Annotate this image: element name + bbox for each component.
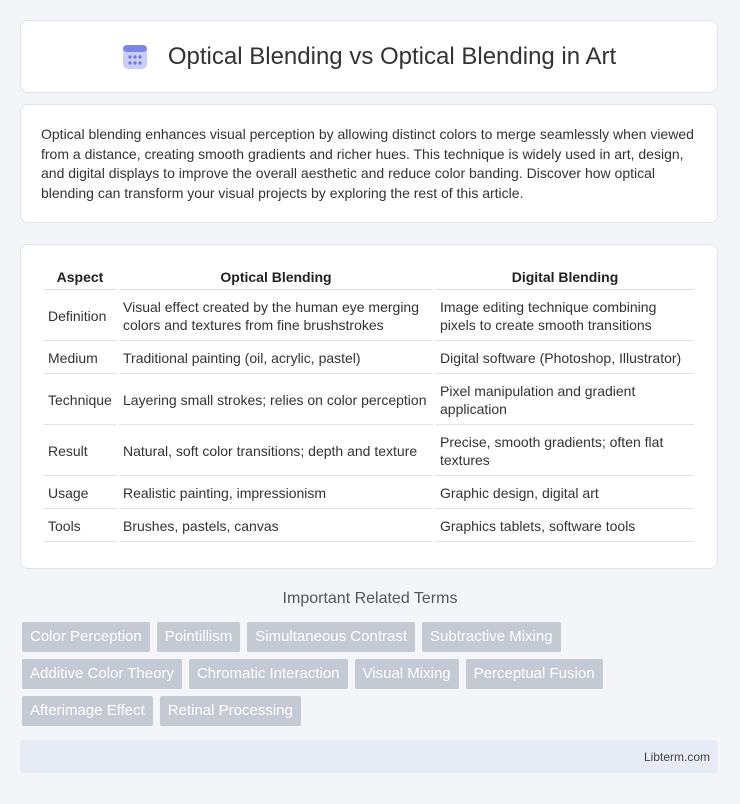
tag-simultaneous-contrast[interactable]: Simultaneous Contrast bbox=[247, 622, 415, 652]
tag-pointillism[interactable]: Pointillism bbox=[157, 622, 241, 652]
table-row bbox=[44, 425, 694, 476]
header-optical: Optical Blending bbox=[119, 263, 433, 290]
cell-digital: Pixel manipulation and gradient application bbox=[436, 374, 694, 425]
cell-aspect: Tools bbox=[44, 509, 116, 542]
cell-digital: Image editing technique combining pixels to create smooth transitions bbox=[436, 290, 694, 341]
page-title-wrap bbox=[122, 43, 616, 71]
comparison-card bbox=[20, 244, 718, 569]
table-row bbox=[44, 476, 694, 509]
cell-optical: Visual effect created by the human eye merging colors and textures from fine brushstrokes bbox=[119, 290, 433, 341]
tag-afterimage-effect[interactable]: Afterimage Effect bbox=[22, 696, 153, 726]
related-terms-list bbox=[22, 622, 722, 733]
comparison-table bbox=[41, 263, 697, 542]
cell-optical: Natural, soft color transitions; depth and texture bbox=[119, 425, 433, 476]
intro-text: Optical blending enhances visual perception by allowing distinct colors to merge seamlessly when viewed from a distance, creating smooth gradients and richer hues. This technique is widely used in art, design, and digital displays to improve the overall aesthetic and reduce color banding. Discover how optical blending can transform your visual projects by exploring the rest of this article. bbox=[41, 126, 694, 201]
tag-chromatic-interaction[interactable]: Chromatic Interaction bbox=[189, 659, 348, 689]
tag-color-perception[interactable]: Color Perception bbox=[22, 622, 150, 652]
cell-optical: Traditional painting (oil, acrylic, pastel) bbox=[119, 341, 433, 374]
cell-aspect: Technique bbox=[44, 374, 116, 425]
table-row bbox=[44, 341, 694, 374]
cell-digital: Precise, smooth gradients; often flat textures bbox=[436, 425, 694, 476]
tag-visual-mixing[interactable]: Visual Mixing bbox=[355, 659, 459, 689]
header-digital: Digital Blending bbox=[436, 263, 694, 290]
table-row bbox=[44, 374, 694, 425]
title-card bbox=[20, 20, 718, 93]
header-aspect: Aspect bbox=[44, 263, 116, 290]
page-title: Optical Blending vs Optical Blending in Art bbox=[167, 42, 617, 70]
cell-aspect: Result bbox=[44, 425, 116, 476]
cell-aspect: Medium bbox=[44, 341, 116, 374]
grid-app-icon bbox=[122, 44, 148, 70]
cell-optical: Layering small strokes; relies on color perception bbox=[119, 374, 433, 425]
tag-additive-color-theory[interactable]: Additive Color Theory bbox=[22, 659, 182, 689]
related-terms-title: Important Related Terms bbox=[282, 590, 458, 607]
tag-retinal-processing[interactable]: Retinal Processing bbox=[160, 696, 301, 726]
table-header-row bbox=[44, 263, 694, 290]
tag-perceptual-fusion[interactable]: Perceptual Fusion bbox=[466, 659, 603, 689]
cell-digital: Graphics tablets, software tools bbox=[436, 509, 694, 542]
tag-subtractive-mixing[interactable]: Subtractive Mixing bbox=[422, 622, 561, 652]
cell-optical: Brushes, pastels, canvas bbox=[119, 509, 433, 542]
cell-digital: Graphic design, digital art bbox=[436, 476, 694, 509]
cell-aspect: Definition bbox=[44, 290, 116, 341]
footer-site-link[interactable]: Libterm.com bbox=[643, 750, 710, 764]
table-row bbox=[44, 509, 694, 542]
intro-card bbox=[20, 104, 718, 223]
footer bbox=[20, 740, 718, 773]
cell-optical: Realistic painting, impressionism bbox=[119, 476, 433, 509]
cell-aspect: Usage bbox=[44, 476, 116, 509]
cell-digital: Digital software (Photoshop, Illustrator) bbox=[436, 341, 694, 374]
table-row bbox=[44, 290, 694, 341]
